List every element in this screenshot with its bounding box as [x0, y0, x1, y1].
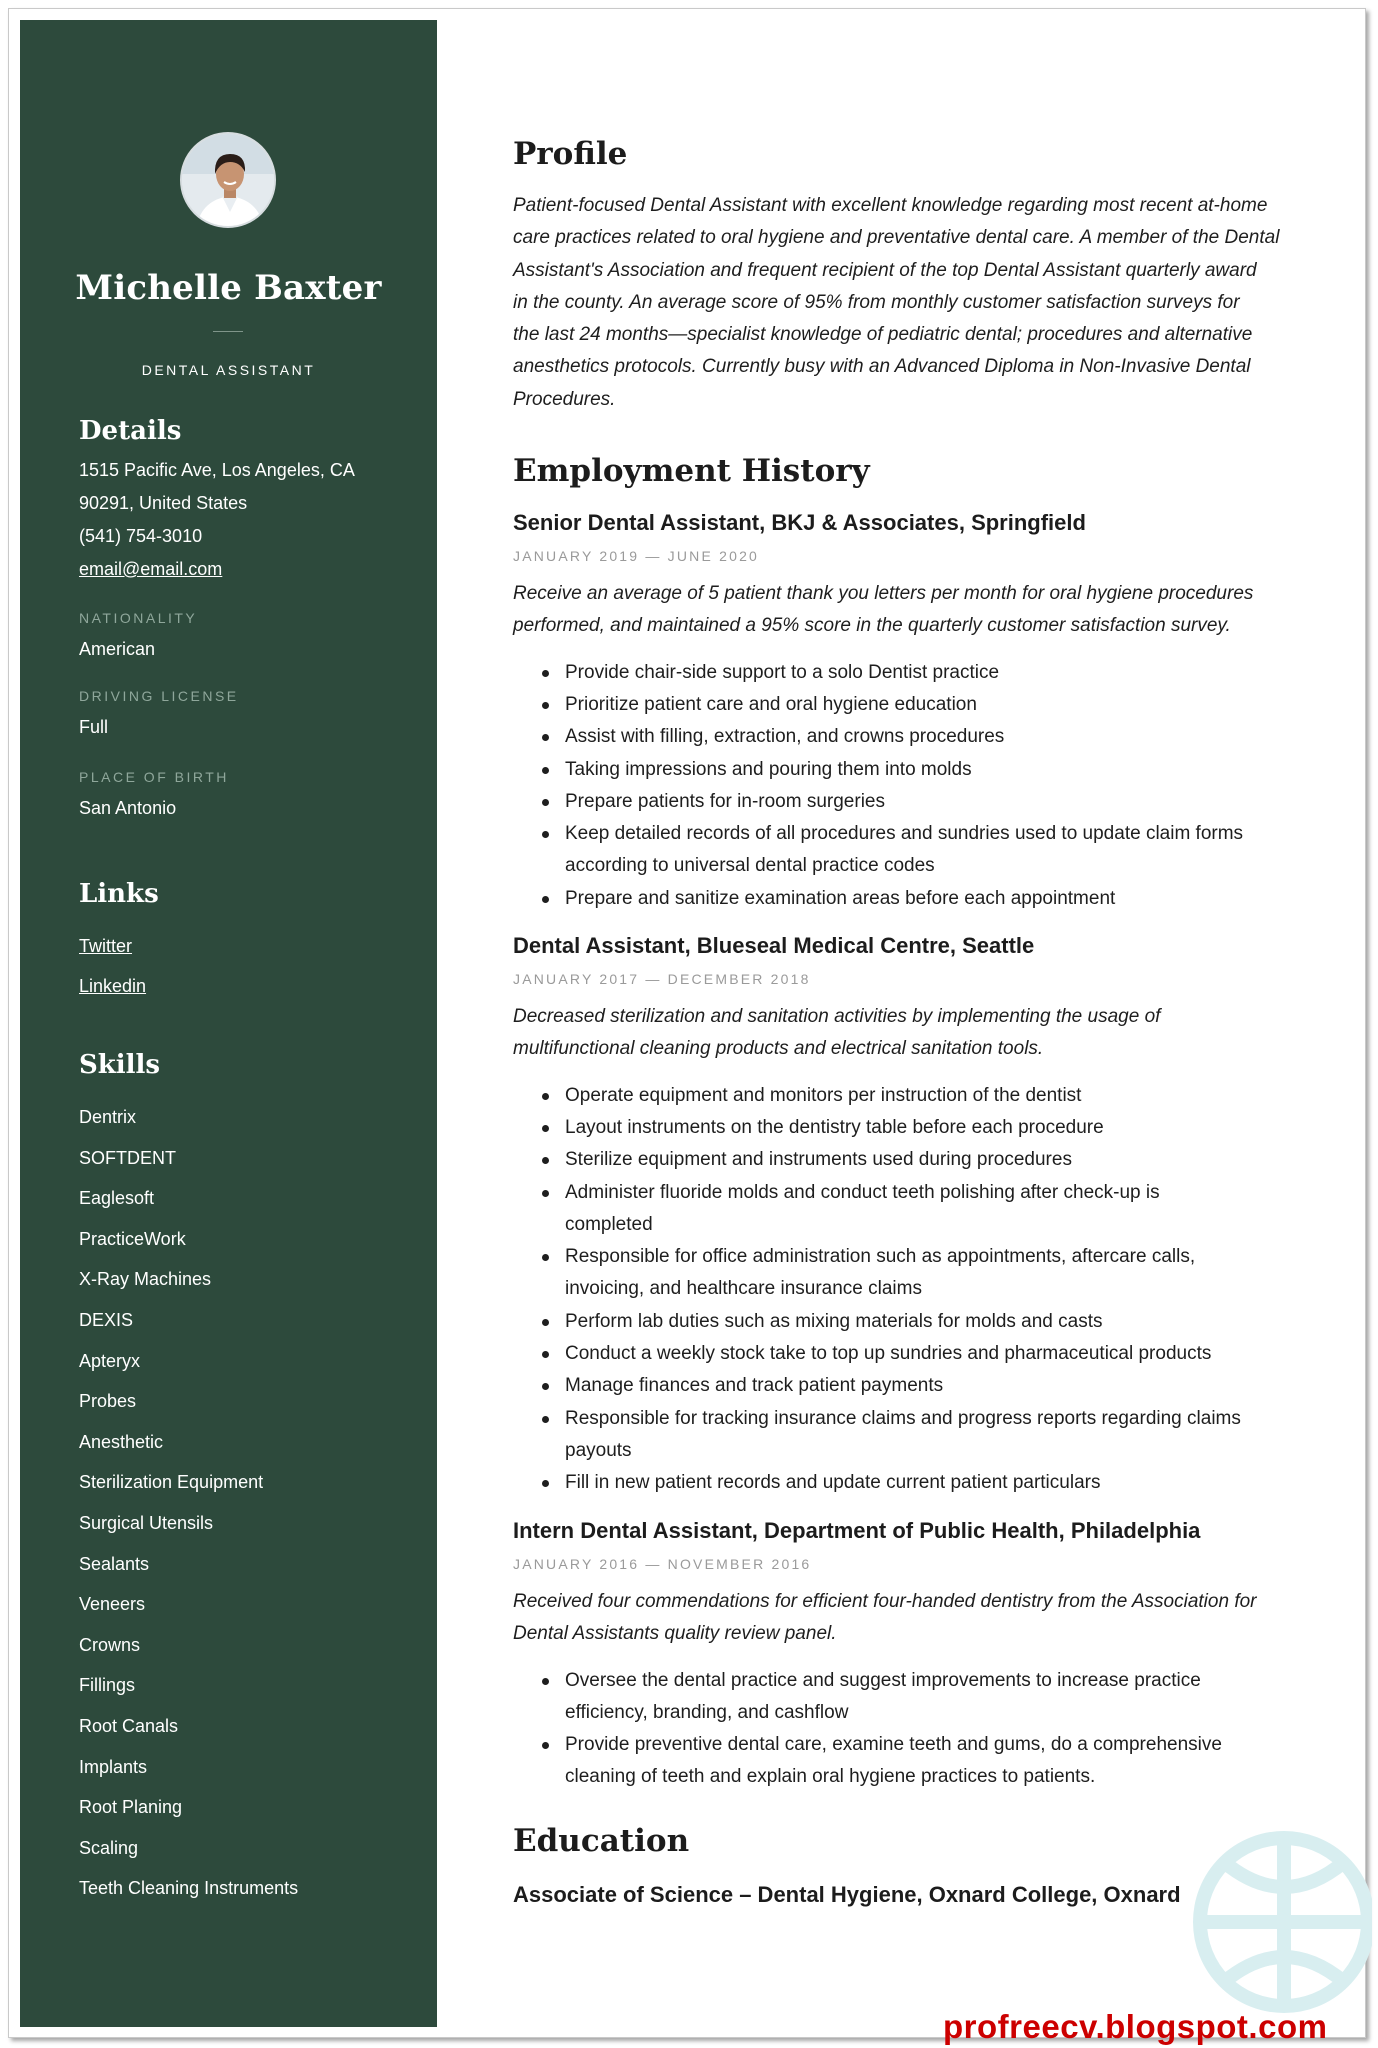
job-title: Intern Dental Assistant, Department of Public Health, Philadelphia [513, 1518, 1201, 1543]
profile-line: Assistant's Association and frequent recipient of the top Dental Assistant quarterly award [513, 259, 1257, 281]
bullet-line: invoicing, and healthcare insurance claims [565, 1278, 922, 1300]
bullet-line: Assist with filling, extraction, and crowns procedures [565, 726, 1005, 748]
skill-item: Implants [79, 1756, 148, 1777]
skill-item: Fillings [79, 1675, 136, 1696]
skill-item: DEXIS [79, 1310, 134, 1330]
bullet-line: Administer fluoride molds and conduct teeth polishing after check-up is [565, 1181, 1160, 1203]
link-linkedin[interactable]: Linkedin [79, 976, 147, 996]
job-dates: JANUARY 2019 — JUNE 2020 [513, 548, 760, 564]
profile-line: the last 24 months—specialist knowledge of pediatric dental; procedures and alternative [513, 324, 1253, 346]
bullet-item [565, 1144, 1315, 1176]
bullet-dot-icon [542, 702, 549, 709]
bullet-item [565, 1112, 1315, 1144]
bullet-item [565, 1467, 1315, 1499]
bullet-item [565, 1241, 1315, 1306]
bullet-dot-icon [542, 1093, 549, 1100]
place-of-birth-label: PLACE OF BIRTH [79, 769, 229, 785]
bullet-dot-icon [542, 1157, 549, 1164]
nationality-value: American [79, 639, 156, 659]
bullet-line: according to universal dental practice codes [565, 855, 935, 877]
bullet-line: Taking impressions and pouring them into molds [565, 758, 972, 780]
bullet-dot-icon [542, 1383, 549, 1390]
bullet-item [565, 657, 1315, 689]
job-summary [513, 1001, 1303, 1066]
bullet-line: Responsible for office administration such as appointments, aftercare calls, [565, 1246, 1196, 1268]
job-summary-line: multifunctional cleaning products and electrical sanitation tools. [513, 1038, 1044, 1060]
profile-line: care practices related to oral hygiene and preventative dental care. A member of the Dental [513, 227, 1280, 249]
candidate-name: Michelle Baxter [75, 268, 382, 308]
driving-license-value: Full [79, 717, 109, 737]
skill-item: SOFTDENT [79, 1147, 176, 1168]
skill-item: Anesthetic [79, 1431, 164, 1452]
job-summary-line: Received four commendations for efficient four-handed dentistry from the Association for [513, 1591, 1257, 1612]
bullet-item [565, 1080, 1315, 1112]
bullet-line: Provide preventive dental care, examine teeth and gums, do a comprehensive [565, 1734, 1222, 1756]
bullet-line: Oversee the dental practice and suggest improvements to increase practice [565, 1669, 1201, 1691]
bullet-dot-icon [542, 831, 549, 838]
skill-item: X-Ray Machines [79, 1269, 212, 1290]
bullet-line: Responsible for tracking insurance claims and progress reports regarding claims [565, 1407, 1241, 1429]
bullet-dot-icon [542, 1678, 549, 1685]
job-summary-line: performed, and maintained a 95% score in the quarterly customer satisfaction survey. [513, 615, 1231, 637]
bullet-dot-icon [542, 1480, 549, 1487]
bullet-line: Layout instruments on the dentistry table before each procedure [565, 1116, 1104, 1138]
skill-item: Scaling [79, 1837, 139, 1858]
bullet-dot-icon [542, 896, 549, 903]
bullet-item [565, 754, 1315, 786]
job-title: Dental Assistant, Blueseal Medical Centre, Seattle [513, 933, 1035, 958]
bullet-line: Prioritize patient care and oral hygiene education [565, 693, 977, 715]
skills-heading: Skills [79, 1050, 161, 1080]
bullet-item [565, 689, 1315, 721]
link-twitter[interactable]: Twitter [79, 936, 133, 956]
skill-item: Surgical Utensils [79, 1513, 214, 1533]
bullet-line: Sterilize equipment and instruments used during procedures [565, 1149, 1072, 1171]
bullet-line: cleaning of teeth and explain oral hygiene practices to patients. [565, 1766, 1096, 1788]
skill-item: Eaglesoft [79, 1188, 155, 1209]
bullet-dot-icon [542, 1125, 549, 1132]
skill-item: Veneers [79, 1594, 146, 1615]
bullet-dot-icon [542, 767, 549, 774]
bullet-line: Operate equipment and monitors per instruction of the dentist [565, 1084, 1082, 1106]
bullet-line: payouts [565, 1439, 632, 1461]
bullet-line: Manage finances and track patient payments [565, 1375, 944, 1397]
place-of-birth-value: San Antonio [79, 798, 177, 818]
bullet-dot-icon [542, 670, 549, 677]
skill-item: Dentrix [79, 1107, 137, 1127]
bullet-item [565, 1403, 1315, 1468]
skill-item: Apteryx [79, 1350, 141, 1371]
job-summary-line: Dental Assistants quality review panel. [513, 1623, 837, 1645]
bullet-line: Fill in new patient records and update current patient particulars [565, 1472, 1101, 1494]
job-dates: JANUARY 2016 — NOVEMBER 2016 [513, 1556, 812, 1572]
bullet-line: Prepare patients for in-room surgeries [565, 790, 885, 812]
profile-heading: Profile [513, 136, 628, 172]
education-heading: Education [513, 1823, 690, 1859]
bullet-dot-icon [542, 1190, 549, 1197]
bullet-item [565, 721, 1315, 753]
bullet-item [565, 1338, 1315, 1370]
skill-item: Sterilization Equipment [79, 1472, 264, 1493]
bullet-item [565, 883, 1315, 915]
education-entry: Associate of Science – Dental Hygiene, Oxnard College, Oxnard [513, 1882, 1181, 1907]
bullet-item [565, 1177, 1315, 1242]
profile-line: in the county. An average score of 95% from monthly customer satisfaction surveys for [513, 291, 1240, 313]
bullet-item [565, 1665, 1315, 1730]
bullet-line: Provide chair-side support to a solo Dentist practice [565, 661, 1000, 683]
nationality-label: NATIONALITY [79, 610, 198, 626]
skill-item: Teeth Cleaning Instruments [79, 1878, 299, 1899]
skill-item: Probes [79, 1391, 137, 1412]
candidate-job-title: DENTAL ASSISTANT [141, 362, 316, 378]
bullet-line: Prepare and sanitize examination areas before each appointment [565, 887, 1116, 909]
job-summary [513, 1586, 1303, 1651]
email-link[interactable]: email@email.com [79, 559, 223, 579]
bullet-item [565, 1306, 1315, 1338]
details-heading: Details [79, 416, 182, 446]
job-title: Senior Dental Assistant, BKJ & Associates, Springfield [513, 510, 1086, 535]
driving-license-label: DRIVING LICENSE [79, 688, 239, 704]
bullet-item [565, 786, 1315, 818]
profile-line: anesthetics protocols. Currently busy with an Advanced Diploma in Non-Invasive Dental [513, 356, 1251, 378]
job-summary [513, 578, 1303, 643]
bullet-dot-icon [542, 1351, 549, 1358]
bullet-line: completed [565, 1213, 653, 1235]
skill-item: Sealants [79, 1553, 150, 1574]
job-summary-line: Decreased sterilization and sanitation activities by implementing the usage of [513, 1006, 1161, 1027]
employment-heading: Employment History [513, 453, 870, 489]
address-line-1: 1515 Pacific Ave, Los Angeles, CA [79, 460, 355, 480]
bullet-dot-icon [542, 734, 549, 741]
bullet-dot-icon [542, 1254, 549, 1261]
skill-item: Root Canals [79, 1716, 179, 1736]
job-dates: JANUARY 2017 — DECEMBER 2018 [513, 971, 811, 987]
profile-summary [513, 190, 1303, 416]
bullet-dot-icon [542, 1319, 549, 1326]
bullet-item [565, 1370, 1315, 1402]
profile-line: Patient-focused Dental Assistant with excellent knowledge regarding most recent at-home [513, 195, 1268, 216]
skill-item: Root Planing [79, 1797, 183, 1818]
bullet-item [565, 1729, 1315, 1794]
bullet-dot-icon [542, 1416, 549, 1423]
phone-number: (541) 754-3010 [79, 526, 203, 546]
address-line-2: 90291, United States [79, 493, 248, 513]
bullet-line: Keep detailed records of all procedures and sundries used to update claim forms [565, 823, 1244, 845]
bullet-line: efficiency, branding, and cashflow [565, 1701, 849, 1723]
skill-item: PracticeWork [79, 1228, 186, 1249]
bullet-line: Perform lab duties such as mixing materials for molds and casts [565, 1310, 1103, 1332]
bullet-line: Conduct a weekly stock take to top up sundries and pharmaceutical products [565, 1343, 1212, 1364]
job-summary-line: Receive an average of 5 patient thank you letters per month for oral hygiene procedures [513, 583, 1254, 604]
bullet-dot-icon [542, 1742, 549, 1749]
globe-watermark-icon [1184, 1822, 1372, 2022]
skill-item: Crowns [79, 1634, 141, 1655]
profile-line: Procedures. [513, 388, 616, 410]
watermark-url: profreecv.blogspot.com [943, 2008, 1328, 2045]
bullet-dot-icon [542, 799, 549, 806]
links-heading: Links [79, 879, 159, 909]
bullet-item [565, 818, 1315, 883]
